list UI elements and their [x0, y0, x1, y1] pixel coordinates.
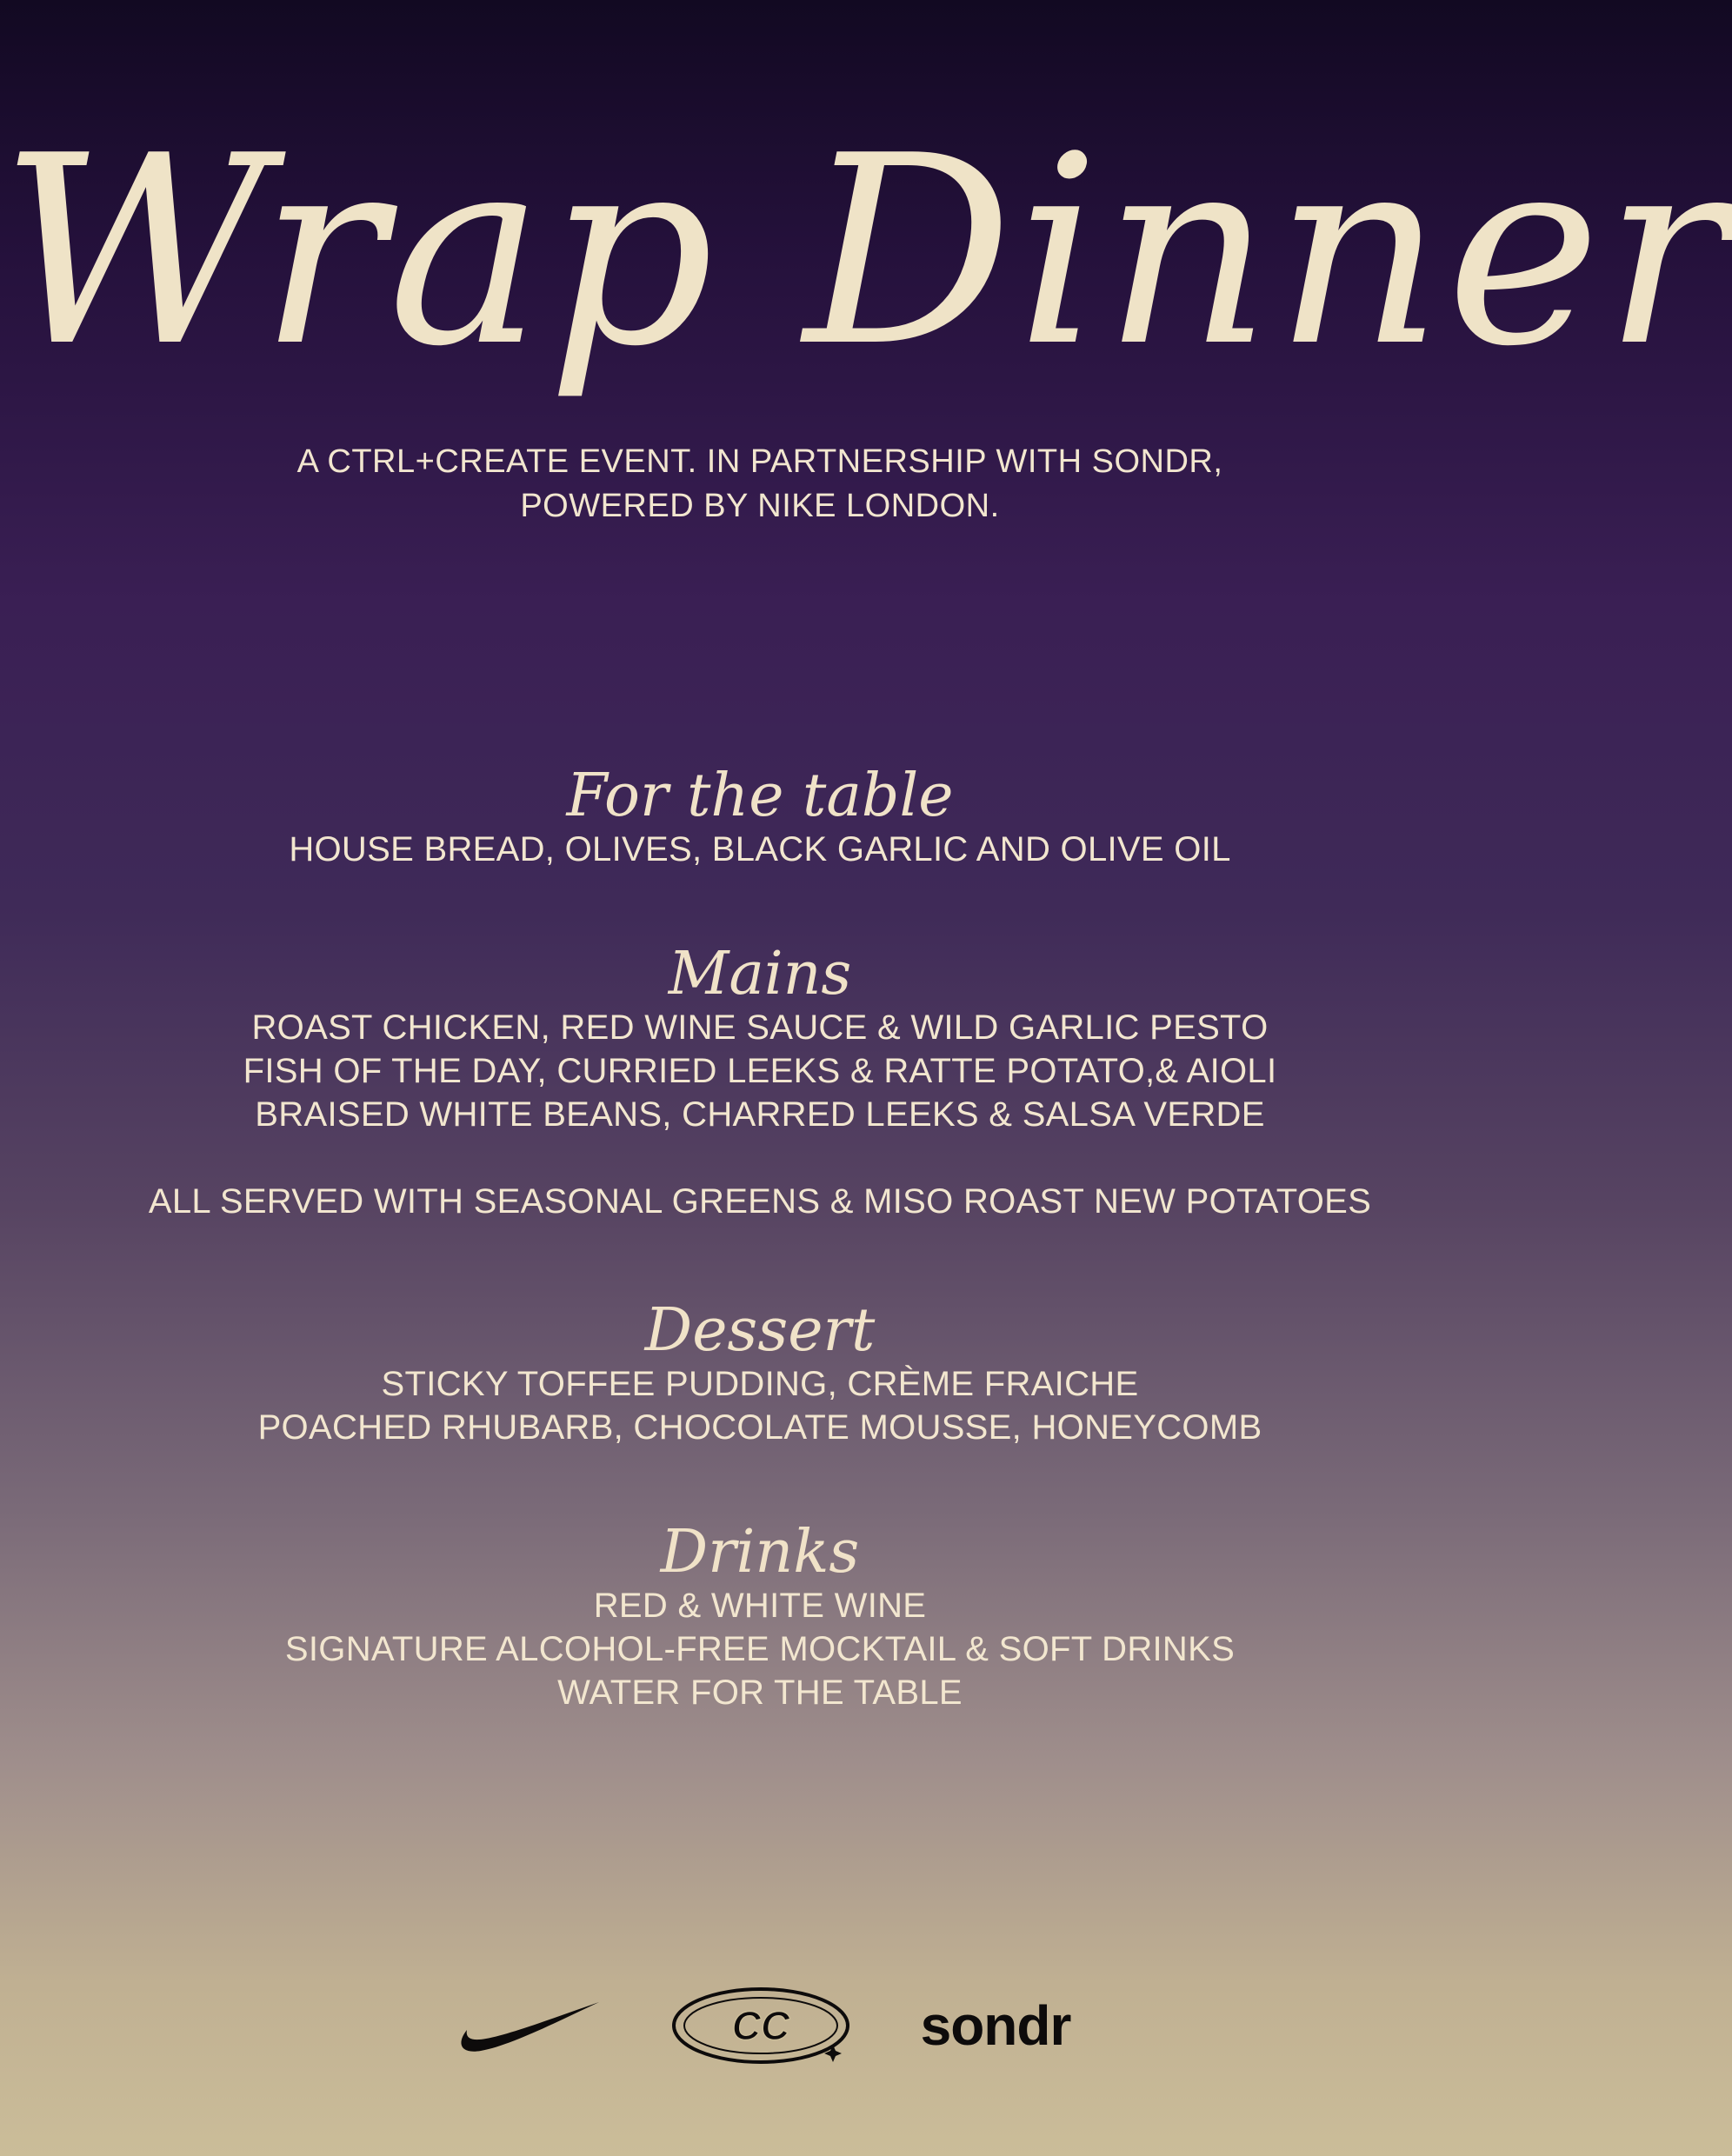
menu-item: STICKY TOFFEE PUDDING, CRÈME FRAICHE	[381, 1365, 1139, 1403]
menu-section-dessert	[0, 1296, 1520, 1449]
subtitle-line: A CTRL+CREATE EVENT. IN PARTNERSHIP WITH SONDR,	[296, 443, 1223, 480]
menu-item: RED & WHITE WINE	[593, 1587, 927, 1625]
menu-item: BRAISED WHITE BEANS, CHARRED LEEKS & SALSA VERDE	[255, 1095, 1265, 1134]
menu-item: ROAST CHICKEN, RED WINE SAUCE & WILD GARLIC PESTO	[251, 1008, 1269, 1047]
menu-section-for-the-table	[0, 762, 1520, 871]
section-heading: Dessert	[644, 1296, 876, 1365]
section-heading: For the table	[566, 762, 954, 830]
page-title: Wrap Dinner	[0, 100, 1732, 403]
sondr-logo: sondr	[920, 1994, 1071, 2057]
ctrl-create-logo-text: CC	[731, 2003, 789, 2048]
menu-item: SIGNATURE ALCOHOL-FREE MOCKTAIL & SOFT DRINKS	[284, 1630, 1236, 1668]
ctrl-create-logo	[668, 1982, 855, 2069]
menu-section-drinks	[0, 1518, 1520, 1714]
menu-note: ALL SERVED WITH SEASONAL GREENS & MISO ROAST NEW POTATOES	[148, 1182, 1372, 1221]
menu-section-mains	[0, 940, 1520, 1223]
section-heading: Drinks	[660, 1518, 860, 1587]
partner-logos	[0, 1978, 1520, 2073]
menu-item: WATER FOR THE TABLE	[557, 1674, 963, 1712]
subtitle-line: POWERED BY NIKE LONDON.	[520, 488, 1000, 524]
nike-swoosh-icon	[450, 1995, 602, 2056]
menu-item: POACHED RHUBARB, CHOCOLATE MOUSSE, HONEYCOMB	[257, 1408, 1262, 1447]
menu-item: FISH OF THE DAY, CURRIED LEEKS & RATTE POTATO,& AIOLI	[243, 1052, 1277, 1090]
menu-item: HOUSE BREAD, OLIVES, BLACK GARLIC AND OLIVE OIL	[289, 830, 1231, 868]
event-subtitle	[0, 440, 1520, 529]
section-heading: Mains	[668, 940, 852, 1008]
